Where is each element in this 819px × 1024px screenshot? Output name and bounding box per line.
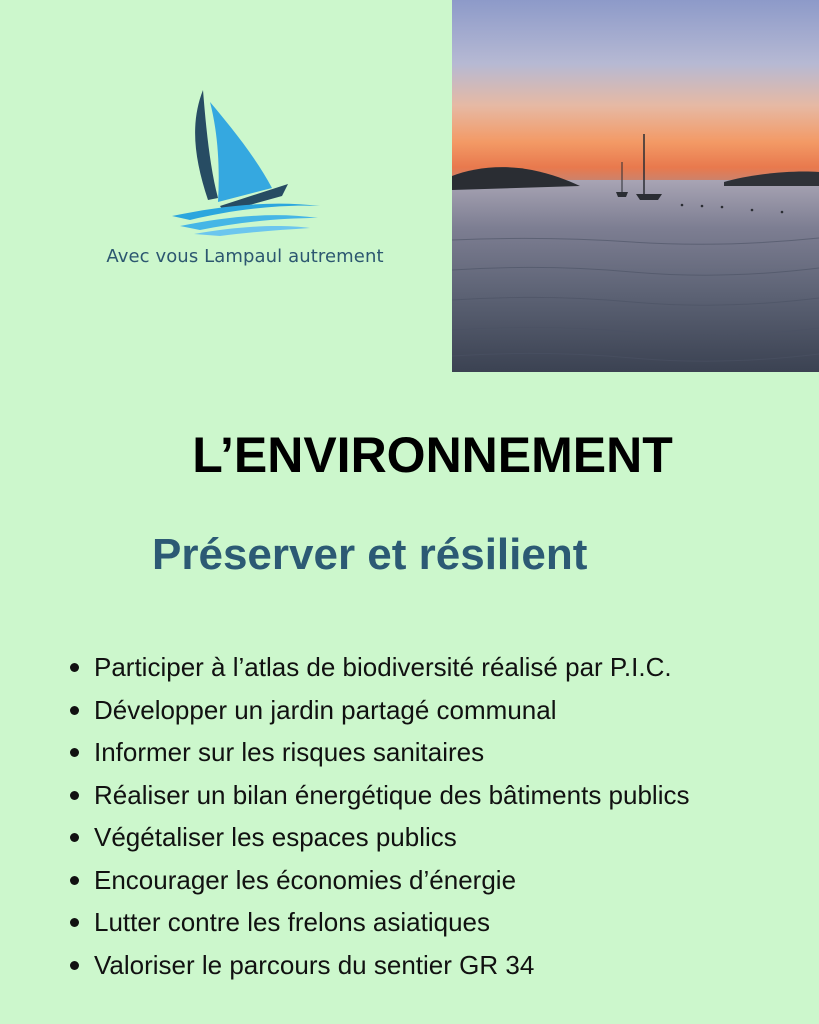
bullet-icon <box>70 663 79 672</box>
list-item: Encourager les économies d’énergie <box>66 859 689 902</box>
list-item: Valoriser le parcours du sentier GR 34 <box>66 944 689 987</box>
bullet-icon <box>70 918 79 927</box>
list-item: Informer sur les risques sanitaires <box>66 731 689 774</box>
sunset-sea-photo <box>452 0 819 372</box>
logo <box>60 80 430 280</box>
bullet-icon <box>70 961 79 970</box>
bullet-icon <box>70 706 79 715</box>
list-item: Réaliser un bilan énergétique des bâtiments publics <box>66 774 689 817</box>
page-title: L’ENVIRONNEMENT <box>192 427 673 483</box>
sailboat-icon <box>160 88 330 238</box>
bullet-icon <box>70 748 79 757</box>
action-list <box>66 646 689 986</box>
list-item: Végétaliser les espaces publics <box>66 816 689 859</box>
logo-text: Avec vous Lampaul autrement <box>106 246 384 267</box>
list-item: Développer un jardin partagé communal <box>66 689 689 732</box>
list-item: Participer à l’atlas de biodiversité réalisé par P.I.C. <box>66 646 689 689</box>
list-item: Lutter contre les frelons asiatiques <box>66 901 689 944</box>
bullet-icon <box>70 876 79 885</box>
bullet-icon <box>70 791 79 800</box>
bullet-icon <box>70 833 79 842</box>
page-subtitle: Préserver et résilient <box>152 530 588 579</box>
